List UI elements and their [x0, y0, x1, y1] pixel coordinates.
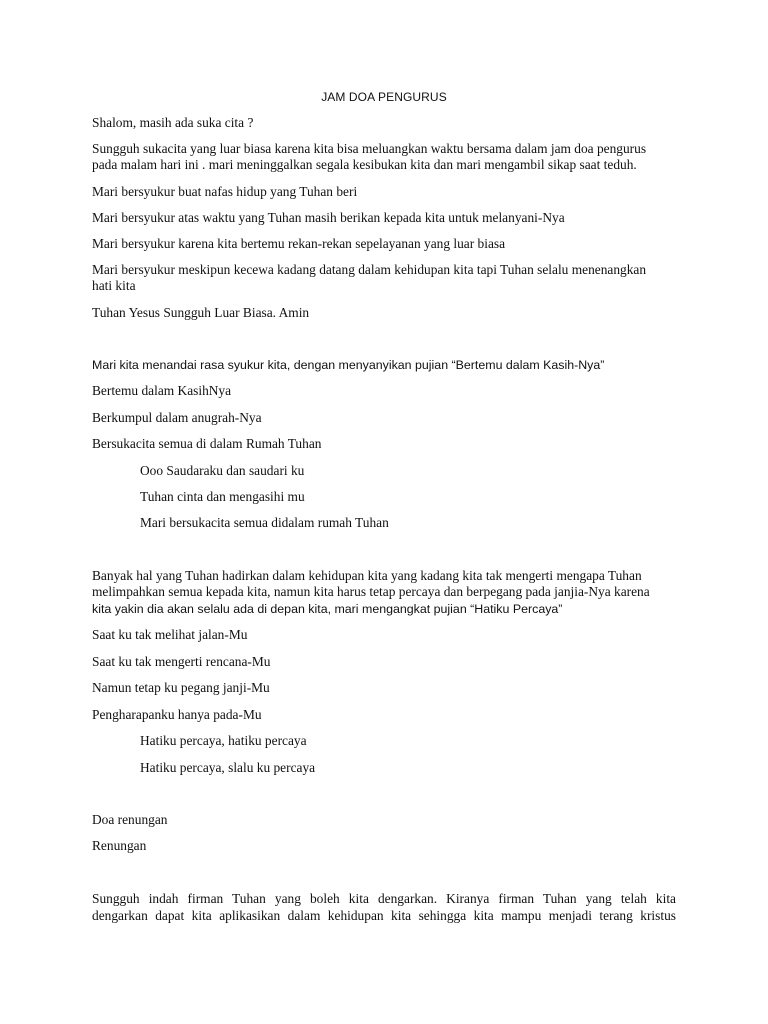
lyric-line: Hatiku percaya, hatiku percaya — [140, 733, 307, 748]
lyric-line: Saat ku tak melihat jalan-Mu — [92, 627, 248, 642]
lyric-line: Bertemu dalam KasihNya — [92, 383, 232, 398]
paragraph-line: Mari kita menandai rasa syukur kita, dengan menyanyikan pujian “Bertemu dalam Kasih-Nya” — [92, 358, 605, 372]
lyric-line: Bersukacita semua di dalam Rumah Tuhan — [92, 436, 322, 451]
paragraph-line: Mari bersyukur atas waktu yang Tuhan masih berikan kepada kita untuk melanyani-Nya — [92, 210, 565, 225]
paragraph-line: Sungguh indah firman Tuhan yang boleh kita dengarkan. Kiranya firman Tuhan yang telah kita — [92, 891, 676, 906]
lyric-line: Tuhan cinta dan mengasihi mu — [140, 489, 305, 504]
lyric-line: Namun tetap ku pegang janji-Mu — [92, 680, 270, 695]
paragraph-line: kita yakin dia akan selalu ada di depan kita, mari mengangkat pujian “Hatiku Percaya” — [92, 602, 563, 616]
lyric-line: Ooo Saudaraku dan saudari ku — [140, 463, 305, 478]
paragraph-line: hati kita — [92, 278, 136, 293]
lyric-line: Saat ku tak mengerti rencana-Mu — [92, 654, 271, 669]
paragraph-line: dengarkan dapat kita aplikasikan dalam kehidupan kita sehingga kita mampu menjadi terang kristus — [92, 908, 676, 923]
paragraph-line: Mari bersyukur buat nafas hidup yang Tuhan beri — [92, 184, 358, 199]
paragraph-line: melimpahkan semua kepada kita, namun kita harus tetap percaya dan berpegang pada janjia-Nya karena — [92, 584, 650, 599]
lyric-line: Berkumpul dalam anugrah-Nya — [92, 410, 262, 425]
paragraph-line: Mari bersyukur karena kita bertemu rekan-rekan sepelayanan yang luar biasa — [92, 236, 506, 251]
document-title: JAM DOA PENGURUS — [321, 90, 447, 104]
section-heading: Renungan — [92, 838, 147, 853]
lyric-line: Pengharapanku hanya pada-Mu — [92, 707, 262, 722]
paragraph-line: pada malam hari ini . mari meninggalkan segala kesibukan kita dan mari mengambil sikap saat teduh. — [92, 157, 637, 172]
paragraph-line: Tuhan Yesus Sungguh Luar Biasa. Amin — [92, 305, 310, 320]
lyric-line: Hatiku percaya, slalu ku percaya — [140, 760, 316, 775]
section-heading: Doa renungan — [92, 812, 168, 827]
paragraph-line: Shalom, masih ada suka cita ? — [92, 115, 254, 130]
lyric-line: Mari bersukacita semua didalam rumah Tuhan — [140, 515, 389, 530]
paragraph-line: Sungguh sukacita yang luar biasa karena kita bisa meluangkan waktu bersama dalam jam doa pengurus — [92, 141, 647, 156]
paragraph-line: Mari bersyukur meskipun kecewa kadang datang dalam kehidupan kita tapi Tuhan selalu menenangkan — [92, 262, 647, 277]
paragraph-line: Banyak hal yang Tuhan hadirkan dalam kehidupan kita yang kadang kita tak mengerti mengapa Tuhan — [92, 568, 642, 583]
